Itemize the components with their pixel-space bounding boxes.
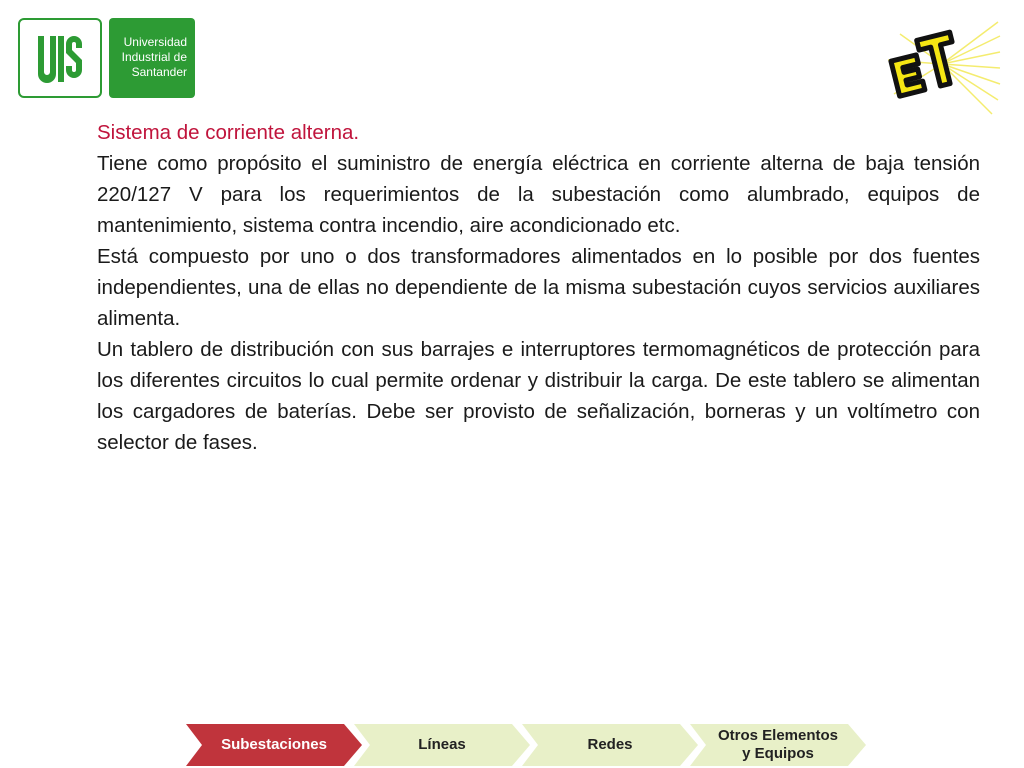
tab-lineas[interactable] <box>354 724 530 766</box>
slide-content <box>97 117 980 458</box>
tab-lineas-label: Líneas <box>418 736 466 753</box>
tab-redes[interactable] <box>522 724 698 766</box>
paragraph-2: Está compuesto por uno o dos transformadores alimentados en lo posible por dos fuentes independientes, una de ellas no dependiente de la misma subestación cuyos servicios auxiliares alimenta. <box>97 245 980 330</box>
tab-otros-line-1: Otros Elementos <box>717 727 839 744</box>
tab-otros-line-2: y Equipos <box>742 745 814 762</box>
uis-logo-icon <box>36 30 86 88</box>
tab-subestaciones[interactable] <box>186 724 362 766</box>
tab-subestaciones-label: Subestaciones <box>221 736 327 753</box>
tab-redes-label: Redes <box>587 736 633 753</box>
tab-otros-elementos-label <box>718 727 838 763</box>
university-name-line-1: Universidad <box>123 35 187 49</box>
bottom-navigation <box>186 724 866 766</box>
university-name-line-2: Industrial de <box>121 50 187 64</box>
university-name-line-3: Santander <box>131 65 187 79</box>
paragraph-1: Tiene como propósito el suministro de energía eléctrica en corriente alterna de baja tensión 220/127 V para los requerimientos de la subestación como alumbrado, equipos de mantenimiento, sistema contra incendio, aire acondicionado etc. <box>97 152 980 237</box>
et-logo-icon <box>880 14 1002 120</box>
university-name <box>109 18 195 98</box>
slide-heading: Sistema de corriente alterna. <box>97 121 360 144</box>
tab-otros-elementos[interactable] <box>690 724 866 766</box>
paragraph-3: Un tablero de distribución con sus barrajes e interruptores termomagnéticos de protección para los diferentes circuitos lo cual permite ordenar y distribuir la carga. De este tablero se alimentan los cargadores de baterías. Debe ser provisto de señalización, borneras y un voltímetro con selector de fases. <box>97 338 980 454</box>
uis-logo <box>18 18 102 98</box>
